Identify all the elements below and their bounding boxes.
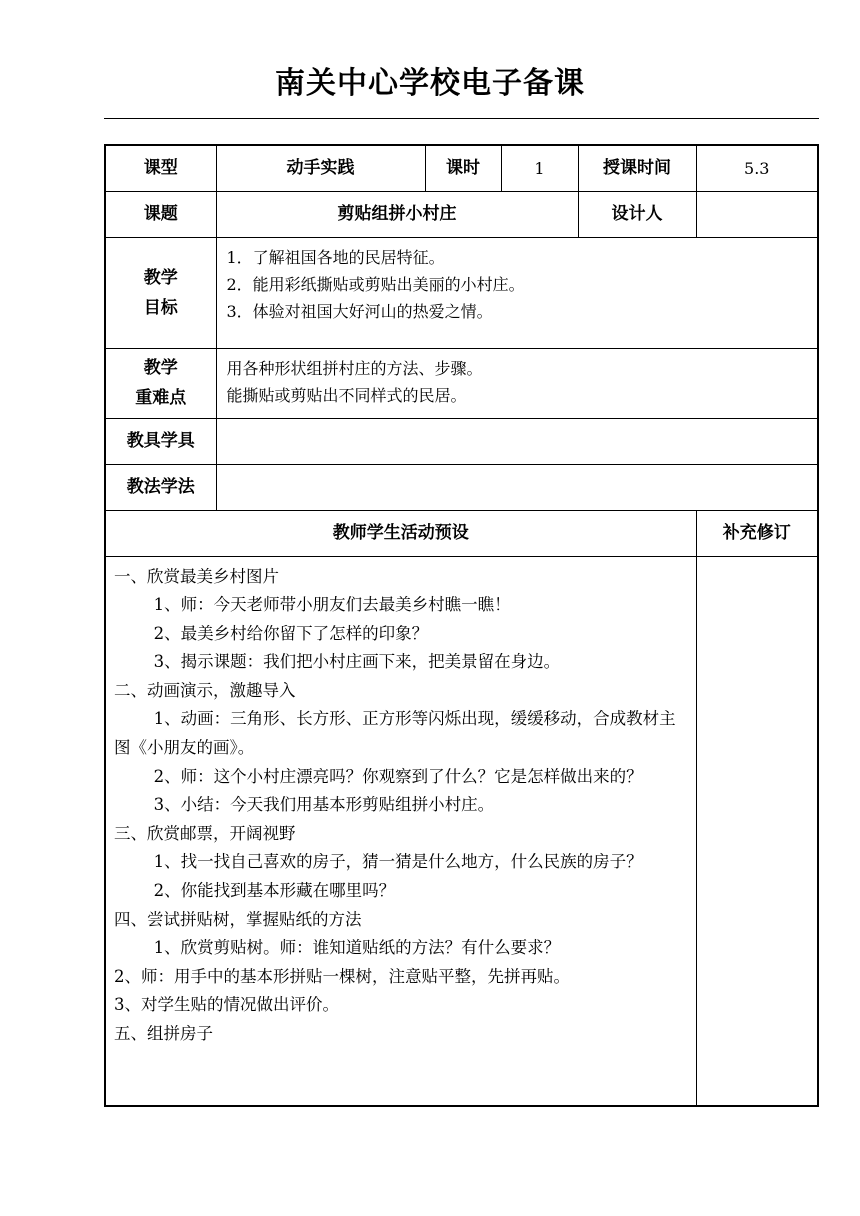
label-keypoints bbox=[105, 348, 216, 418]
value-designer bbox=[696, 191, 818, 237]
label-tools: 教具学具 bbox=[105, 418, 216, 464]
activity-line: 2、师：这个小村庄漂亮吗？你观察到了什么？它是怎样做出来的？ bbox=[153, 766, 643, 786]
activity-line: 四、尝试拼贴树，掌握贴纸的方法 bbox=[114, 909, 362, 929]
value-topic: 剪贴组拼小村庄 bbox=[216, 191, 578, 237]
revision-content bbox=[696, 556, 818, 1106]
activity-line: 2、最美乡村给你留下了怎样的印象？ bbox=[153, 623, 429, 643]
row-tools bbox=[105, 418, 818, 464]
activity-line: 1、师：今天老师带小朋友们去最美乡村瞧一瞧！ bbox=[153, 595, 511, 615]
label-keypoints-line2: 重难点 bbox=[135, 388, 187, 408]
activity-line: 三、欣赏邮票，开阔视野 bbox=[114, 823, 296, 843]
activity-line: 1、动画：三角形、长方形、正方形等闪烁出现，缓缓移动，合成教材主图《小朋友的画》。 bbox=[114, 709, 676, 758]
goals-content bbox=[216, 237, 818, 348]
row-keypoints bbox=[105, 348, 818, 418]
row-type bbox=[105, 145, 818, 191]
label-goals-line1: 教学 bbox=[143, 267, 178, 288]
activity-content bbox=[105, 556, 696, 1106]
label-methods: 教法学法 bbox=[105, 464, 216, 510]
page-title: 南关中心学校电子备课 bbox=[275, 66, 585, 101]
row-activity bbox=[105, 556, 818, 1106]
title-divider bbox=[104, 118, 819, 119]
label-type: 课型 bbox=[105, 145, 216, 191]
activity-line: 二、动画演示，激趣导入 bbox=[114, 680, 296, 700]
activity-line: 3、揭示课题：我们把小村庄画下来，把美景留在身边。 bbox=[153, 652, 561, 672]
value-methods bbox=[216, 464, 818, 510]
goal-item: 2．能用彩纸撕贴或剪贴出美丽的小村庄。 bbox=[226, 274, 525, 294]
label-time: 授课时间 bbox=[578, 145, 696, 191]
activity-line: 3、对学生贴的情况做出评价。 bbox=[114, 995, 339, 1015]
value-hours: 1 bbox=[501, 145, 578, 191]
activity-line: 2、师：用手中的基本形拼贴一棵树，注意贴平整，先拼再贴。 bbox=[114, 966, 570, 986]
activity-line: 一、欣赏最美乡村图片 bbox=[114, 566, 279, 586]
row-activity-header bbox=[105, 510, 818, 556]
activity-line: 1、欣赏剪贴树。师：谁知道贴纸的方法？有什么要求？ bbox=[153, 938, 561, 958]
activity-line: 3、小结：今天我们用基本形剪贴组拼小村庄。 bbox=[153, 795, 495, 815]
label-goals-line2: 目标 bbox=[143, 297, 178, 318]
label-keypoints-line1: 教学 bbox=[143, 358, 178, 378]
keypoint-item: 能撕贴或剪贴出不同样式的民居。 bbox=[226, 385, 467, 405]
lesson-plan-table bbox=[104, 144, 819, 1107]
value-type: 动手实践 bbox=[216, 145, 425, 191]
activity-line: 1、找一找自己喜欢的房子，猜一猜是什么地方，什么民族的房子？ bbox=[153, 852, 643, 872]
row-topic bbox=[105, 191, 818, 237]
activity-line: 2、你能找到基本形藏在哪里吗？ bbox=[153, 881, 396, 901]
activity-header: 教师学生活动预设 bbox=[105, 510, 696, 556]
label-goals bbox=[105, 237, 216, 348]
label-designer: 设计人 bbox=[578, 191, 696, 237]
label-topic: 课题 bbox=[105, 191, 216, 237]
label-hours: 课时 bbox=[425, 145, 501, 191]
value-tools bbox=[216, 418, 818, 464]
keypoints-content bbox=[216, 348, 818, 418]
row-goals bbox=[105, 237, 818, 348]
value-time: 5.3 bbox=[696, 145, 818, 191]
revision-header: 补充修订 bbox=[696, 510, 818, 556]
goal-item: 3．体验对祖国大好河山的热爱之情。 bbox=[226, 301, 493, 321]
row-methods bbox=[105, 464, 818, 510]
keypoint-item: 用各种形状组拼村庄的方法、步骤。 bbox=[226, 358, 483, 378]
goal-item: 1．了解祖国各地的民居特征。 bbox=[226, 247, 445, 267]
activity-line: 五、组拼房子 bbox=[114, 1024, 213, 1043]
